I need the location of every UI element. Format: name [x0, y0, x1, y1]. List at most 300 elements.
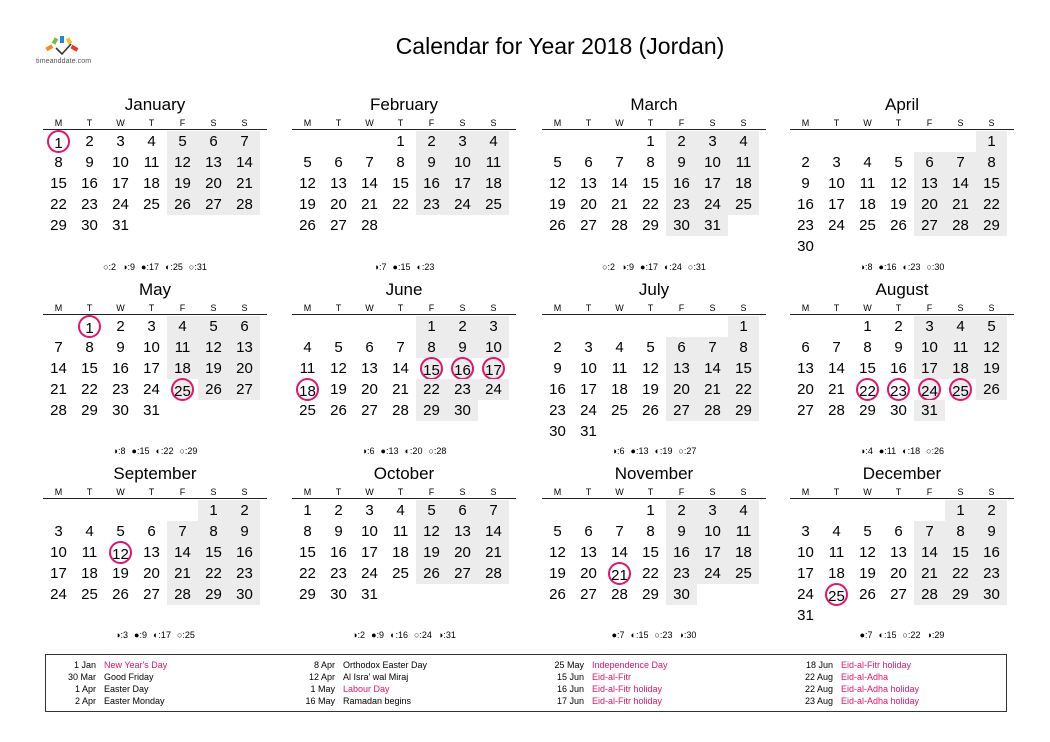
day-cell[interactable]: 27 — [361, 402, 378, 419]
day-cell[interactable]: 4 — [85, 523, 94, 540]
day-cell[interactable]: 25 — [299, 402, 316, 419]
day-cell[interactable]: 18 — [81, 565, 98, 582]
day-cell[interactable]: 25 — [728, 194, 759, 215]
day-cell[interactable]: 15 — [642, 544, 659, 561]
day-cell[interactable]: 31 — [797, 607, 814, 624]
day-cell[interactable]: 28 — [361, 217, 378, 234]
day-cell[interactable]: 20 — [361, 381, 378, 398]
day-cell[interactable]: 4 — [303, 339, 312, 356]
day-cell[interactable]: 10 — [697, 521, 728, 542]
day-cell[interactable]: 19 — [890, 196, 907, 213]
day-cell[interactable]: 19 — [976, 358, 1007, 379]
day-cell[interactable]: 22 — [642, 196, 659, 213]
day-cell[interactable]: 10 — [914, 337, 945, 358]
day-cell[interactable]: 13 — [198, 152, 229, 173]
day-cell[interactable]: 13 — [890, 544, 907, 561]
day-cell[interactable]: 3 — [697, 131, 728, 152]
day-cell[interactable]: 6 — [914, 152, 945, 173]
day-cell[interactable]: 19 — [299, 196, 316, 213]
day-cell[interactable]: 23 — [976, 563, 1007, 584]
day-cell[interactable]: 22 — [945, 563, 976, 584]
day-cell[interactable]: 9 — [334, 523, 343, 540]
day-cell[interactable]: 17 — [828, 196, 845, 213]
day-cell[interactable]: 19 — [167, 173, 198, 194]
day-cell[interactable]: 29 — [416, 400, 447, 421]
day-cell[interactable]: 4 — [147, 133, 156, 150]
day-cell[interactable]: 3 — [54, 523, 63, 540]
day-cell[interactable]: 14 — [914, 542, 945, 563]
day-cell[interactable]: 30 — [666, 584, 697, 605]
day-cell[interactable]: 30 — [81, 217, 98, 234]
day-cell[interactable]: 7 — [478, 500, 509, 521]
day-cell[interactable]: 23 — [447, 379, 478, 400]
holiday-day-cell[interactable]: 1 — [47, 130, 70, 153]
day-cell[interactable]: 5 — [553, 154, 562, 171]
day-cell[interactable]: 12 — [167, 152, 198, 173]
day-cell[interactable]: 28 — [611, 217, 628, 234]
day-cell[interactable]: 27 — [580, 217, 597, 234]
day-cell[interactable]: 25 — [81, 586, 98, 603]
day-cell[interactable]: 25 — [728, 563, 759, 584]
day-cell[interactable]: 20 — [143, 565, 160, 582]
day-cell[interactable]: 16 — [416, 173, 447, 194]
day-cell[interactable]: 30 — [229, 584, 260, 605]
day-cell[interactable]: 4 — [945, 316, 976, 337]
day-cell[interactable]: 27 — [890, 586, 907, 603]
day-cell[interactable]: 12 — [549, 175, 566, 192]
day-cell[interactable]: 14 — [945, 173, 976, 194]
day-cell[interactable]: 29 — [198, 584, 229, 605]
day-cell[interactable]: 29 — [859, 402, 876, 419]
day-cell[interactable]: 16 — [81, 175, 98, 192]
day-cell[interactable]: 28 — [50, 402, 67, 419]
day-cell[interactable]: 12 — [549, 544, 566, 561]
day-cell[interactable]: 11 — [828, 544, 845, 561]
day-cell[interactable]: 13 — [447, 521, 478, 542]
day-cell[interactable]: 31 — [914, 400, 945, 421]
day-cell[interactable]: 29 — [642, 217, 659, 234]
day-cell[interactable]: 11 — [611, 360, 628, 377]
day-cell[interactable]: 1 — [303, 502, 312, 519]
day-cell[interactable]: 5 — [863, 523, 872, 540]
day-cell[interactable]: 3 — [116, 133, 125, 150]
day-cell[interactable]: 29 — [81, 402, 98, 419]
day-cell[interactable]: 22 — [50, 196, 67, 213]
day-cell[interactable]: 2 — [116, 318, 125, 335]
day-cell[interactable]: 10 — [478, 337, 509, 358]
day-cell[interactable]: 1 — [945, 500, 976, 521]
day-cell[interactable]: 17 — [697, 173, 728, 194]
day-cell[interactable]: 8 — [976, 152, 1007, 173]
day-cell[interactable]: 2 — [85, 133, 94, 150]
day-cell[interactable]: 13 — [361, 360, 378, 377]
day-cell[interactable]: 11 — [478, 152, 509, 173]
day-cell[interactable]: 4 — [728, 500, 759, 521]
day-cell[interactable]: 10 — [50, 544, 67, 561]
day-cell[interactable]: 14 — [392, 360, 409, 377]
day-cell[interactable]: 15 — [299, 544, 316, 561]
day-cell[interactable]: 19 — [330, 381, 347, 398]
day-cell[interactable]: 13 — [143, 544, 160, 561]
day-cell[interactable]: 26 — [167, 194, 198, 215]
day-cell[interactable]: 18 — [167, 358, 198, 379]
day-cell[interactable]: 13 — [580, 544, 597, 561]
day-cell[interactable]: 23 — [666, 194, 697, 215]
day-cell[interactable]: 19 — [416, 542, 447, 563]
day-cell[interactable]: 11 — [728, 521, 759, 542]
day-cell[interactable]: 17 — [697, 542, 728, 563]
day-cell[interactable]: 13 — [580, 175, 597, 192]
day-cell[interactable]: 6 — [365, 339, 374, 356]
day-cell[interactable]: 30 — [976, 584, 1007, 605]
holiday-day-cell[interactable]: 17 — [482, 357, 505, 380]
day-cell[interactable]: 7 — [945, 152, 976, 173]
day-cell[interactable]: 2 — [666, 500, 697, 521]
day-cell[interactable]: 11 — [945, 337, 976, 358]
day-cell[interactable]: 26 — [549, 586, 566, 603]
day-cell[interactable]: 1 — [396, 133, 405, 150]
day-cell[interactable]: 13 — [666, 358, 697, 379]
day-cell[interactable]: 24 — [361, 565, 378, 582]
day-cell[interactable]: 22 — [642, 565, 659, 582]
day-cell[interactable]: 3 — [147, 318, 156, 335]
day-cell[interactable]: 6 — [666, 337, 697, 358]
day-cell[interactable]: 9 — [976, 521, 1007, 542]
day-cell[interactable]: 21 — [478, 542, 509, 563]
day-cell[interactable]: 27 — [580, 586, 597, 603]
day-cell[interactable]: 30 — [447, 400, 478, 421]
day-cell[interactable]: 3 — [697, 500, 728, 521]
day-cell[interactable]: 23 — [666, 563, 697, 584]
day-cell[interactable]: 24 — [50, 586, 67, 603]
day-cell[interactable]: 28 — [611, 586, 628, 603]
day-cell[interactable]: 30 — [890, 402, 907, 419]
day-cell[interactable]: 3 — [914, 316, 945, 337]
day-cell[interactable]: 28 — [945, 215, 976, 236]
day-cell[interactable]: 23 — [330, 565, 347, 582]
day-cell[interactable]: 6 — [447, 500, 478, 521]
day-cell[interactable]: 5 — [334, 339, 343, 356]
day-cell[interactable]: 14 — [697, 358, 728, 379]
day-cell[interactable]: 27 — [447, 563, 478, 584]
day-cell[interactable]: 22 — [299, 565, 316, 582]
day-cell[interactable]: 14 — [167, 542, 198, 563]
day-cell[interactable]: 26 — [859, 586, 876, 603]
day-cell[interactable]: 30 — [549, 423, 566, 440]
day-cell[interactable]: 19 — [859, 565, 876, 582]
day-cell[interactable]: 5 — [167, 131, 198, 152]
day-cell[interactable]: 1 — [646, 502, 655, 519]
day-cell[interactable]: 31 — [143, 402, 160, 419]
day-cell[interactable]: 21 — [361, 196, 378, 213]
day-cell[interactable]: 24 — [112, 196, 129, 213]
day-cell[interactable]: 6 — [147, 523, 156, 540]
day-cell[interactable]: 16 — [549, 381, 566, 398]
day-cell[interactable]: 14 — [611, 175, 628, 192]
day-cell[interactable]: 10 — [361, 523, 378, 540]
day-cell[interactable]: 3 — [365, 502, 374, 519]
day-cell[interactable]: 16 — [330, 544, 347, 561]
day-cell[interactable]: 8 — [646, 523, 655, 540]
day-cell[interactable]: 3 — [832, 154, 841, 171]
day-cell[interactable]: 20 — [666, 379, 697, 400]
day-cell[interactable]: 2 — [976, 500, 1007, 521]
day-cell[interactable]: 9 — [229, 521, 260, 542]
day-cell[interactable]: 27 — [229, 379, 260, 400]
day-cell[interactable]: 29 — [50, 217, 67, 234]
day-cell[interactable]: 20 — [229, 358, 260, 379]
day-cell[interactable]: 7 — [396, 339, 405, 356]
day-cell[interactable]: 4 — [615, 339, 624, 356]
day-cell[interactable]: 18 — [945, 358, 976, 379]
day-cell[interactable]: 24 — [143, 381, 160, 398]
day-cell[interactable]: 22 — [198, 563, 229, 584]
day-cell[interactable]: 5 — [976, 316, 1007, 337]
day-cell[interactable]: 27 — [666, 400, 697, 421]
day-cell[interactable]: 6 — [894, 523, 903, 540]
day-cell[interactable]: 7 — [914, 521, 945, 542]
day-cell[interactable]: 23 — [797, 217, 814, 234]
day-cell[interactable]: 16 — [797, 196, 814, 213]
day-cell[interactable]: 5 — [553, 523, 562, 540]
day-cell[interactable]: 12 — [976, 337, 1007, 358]
day-cell[interactable]: 11 — [299, 360, 316, 377]
day-cell[interactable]: 8 — [416, 337, 447, 358]
day-cell[interactable]: 15 — [945, 542, 976, 563]
day-cell[interactable]: 10 — [143, 339, 160, 356]
day-cell[interactable]: 23 — [549, 402, 566, 419]
day-cell[interactable]: 22 — [728, 379, 759, 400]
day-cell[interactable]: 20 — [580, 565, 597, 582]
day-cell[interactable]: 4 — [396, 502, 405, 519]
day-cell[interactable]: 24 — [697, 563, 728, 584]
day-cell[interactable]: 19 — [198, 358, 229, 379]
day-cell[interactable]: 19 — [549, 565, 566, 582]
day-cell[interactable]: 17 — [580, 381, 597, 398]
day-cell[interactable]: 15 — [81, 360, 98, 377]
day-cell[interactable]: 15 — [198, 542, 229, 563]
day-cell[interactable]: 9 — [894, 339, 903, 356]
day-cell[interactable]: 17 — [797, 565, 814, 582]
day-cell[interactable]: 11 — [143, 154, 160, 171]
day-cell[interactable]: 5 — [894, 154, 903, 171]
day-cell[interactable]: 30 — [797, 238, 814, 255]
day-cell[interactable]: 27 — [914, 215, 945, 236]
day-cell[interactable]: 23 — [112, 381, 129, 398]
day-cell[interactable]: 22 — [81, 381, 98, 398]
day-cell[interactable]: 13 — [330, 175, 347, 192]
holiday-day-cell[interactable]: 25 — [825, 583, 848, 606]
day-cell[interactable]: 8 — [54, 154, 63, 171]
day-cell[interactable]: 23 — [416, 194, 447, 215]
day-cell[interactable]: 6 — [229, 316, 260, 337]
day-cell[interactable]: 8 — [198, 521, 229, 542]
day-cell[interactable]: 26 — [112, 586, 129, 603]
day-cell[interactable]: 20 — [890, 565, 907, 582]
day-cell[interactable]: 9 — [801, 175, 810, 192]
day-cell[interactable]: 18 — [392, 544, 409, 561]
day-cell[interactable]: 18 — [828, 565, 845, 582]
day-cell[interactable]: 21 — [697, 379, 728, 400]
day-cell[interactable]: 2 — [801, 154, 810, 171]
day-cell[interactable]: 2 — [894, 318, 903, 335]
day-cell[interactable]: 18 — [478, 173, 509, 194]
day-cell[interactable]: 22 — [392, 196, 409, 213]
day-cell[interactable]: 19 — [642, 381, 659, 398]
day-cell[interactable]: 10 — [580, 360, 597, 377]
day-cell[interactable]: 27 — [330, 217, 347, 234]
day-cell[interactable]: 16 — [666, 542, 697, 563]
day-cell[interactable]: 17 — [914, 358, 945, 379]
day-cell[interactable]: 1 — [863, 318, 872, 335]
day-cell[interactable]: 27 — [143, 586, 160, 603]
day-cell[interactable]: 15 — [50, 175, 67, 192]
day-cell[interactable]: 21 — [914, 563, 945, 584]
day-cell[interactable]: 8 — [85, 339, 94, 356]
day-cell[interactable]: 7 — [832, 339, 841, 356]
day-cell[interactable]: 21 — [50, 381, 67, 398]
day-cell[interactable]: 2 — [416, 131, 447, 152]
day-cell[interactable]: 11 — [859, 175, 876, 192]
day-cell[interactable]: 3 — [447, 131, 478, 152]
day-cell[interactable]: 30 — [666, 215, 697, 236]
day-cell[interactable]: 27 — [797, 402, 814, 419]
day-cell[interactable]: 26 — [549, 217, 566, 234]
day-cell[interactable]: 8 — [863, 339, 872, 356]
day-cell[interactable]: 5 — [198, 316, 229, 337]
day-cell[interactable]: 2 — [666, 131, 697, 152]
day-cell[interactable]: 21 — [229, 173, 260, 194]
holiday-day-cell[interactable]: 15 — [420, 357, 443, 380]
day-cell[interactable]: 4 — [832, 523, 841, 540]
day-cell[interactable]: 20 — [914, 194, 945, 215]
day-cell[interactable]: 13 — [229, 337, 260, 358]
day-cell[interactable]: 7 — [365, 154, 374, 171]
day-cell[interactable]: 6 — [198, 131, 229, 152]
day-cell[interactable]: 30 — [112, 402, 129, 419]
day-cell[interactable]: 14 — [229, 152, 260, 173]
day-cell[interactable]: 15 — [392, 175, 409, 192]
day-cell[interactable]: 24 — [580, 402, 597, 419]
day-cell[interactable]: 16 — [890, 360, 907, 377]
day-cell[interactable]: 8 — [646, 154, 655, 171]
day-cell[interactable]: 28 — [828, 402, 845, 419]
day-cell[interactable]: 29 — [945, 584, 976, 605]
day-cell[interactable]: 16 — [112, 360, 129, 377]
day-cell[interactable]: 9 — [666, 521, 697, 542]
day-cell[interactable]: 14 — [611, 544, 628, 561]
holiday-day-cell[interactable]: 22 — [856, 378, 879, 401]
day-cell[interactable]: 21 — [167, 563, 198, 584]
day-cell[interactable]: 13 — [914, 173, 945, 194]
holiday-day-cell[interactable]: 12 — [109, 541, 132, 564]
day-cell[interactable]: 21 — [392, 381, 409, 398]
day-cell[interactable]: 5 — [416, 500, 447, 521]
day-cell[interactable]: 5 — [646, 339, 655, 356]
day-cell[interactable]: 2 — [553, 339, 562, 356]
day-cell[interactable]: 10 — [828, 175, 845, 192]
day-cell[interactable]: 24 — [697, 194, 728, 215]
day-cell[interactable]: 16 — [976, 542, 1007, 563]
day-cell[interactable]: 8 — [396, 154, 405, 171]
holiday-day-cell[interactable]: 25 — [949, 378, 972, 401]
day-cell[interactable]: 22 — [976, 194, 1007, 215]
day-cell[interactable]: 11 — [167, 337, 198, 358]
day-cell[interactable]: 7 — [697, 337, 728, 358]
day-cell[interactable]: 17 — [447, 173, 478, 194]
day-cell[interactable]: 28 — [478, 563, 509, 584]
day-cell[interactable]: 4 — [863, 154, 872, 171]
day-cell[interactable]: 12 — [198, 337, 229, 358]
day-cell[interactable]: 28 — [229, 194, 260, 215]
day-cell[interactable]: 28 — [914, 584, 945, 605]
day-cell[interactable]: 29 — [976, 215, 1007, 236]
day-cell[interactable]: 10 — [797, 544, 814, 561]
day-cell[interactable]: 1 — [728, 316, 759, 337]
day-cell[interactable]: 1 — [198, 500, 229, 521]
day-cell[interactable]: 1 — [646, 133, 655, 150]
day-cell[interactable]: 26 — [976, 379, 1007, 400]
day-cell[interactable]: 9 — [447, 337, 478, 358]
day-cell[interactable]: 9 — [553, 360, 562, 377]
day-cell[interactable]: 6 — [584, 523, 593, 540]
day-cell[interactable]: 24 — [797, 586, 814, 603]
day-cell[interactable]: 5 — [303, 154, 312, 171]
day-cell[interactable]: 20 — [797, 381, 814, 398]
day-cell[interactable]: 18 — [728, 173, 759, 194]
day-cell[interactable]: 10 — [697, 152, 728, 173]
day-cell[interactable]: 8 — [728, 337, 759, 358]
day-cell[interactable]: 29 — [299, 586, 316, 603]
day-cell[interactable]: 2 — [447, 316, 478, 337]
day-cell[interactable]: 4 — [728, 131, 759, 152]
day-cell[interactable]: 26 — [299, 217, 316, 234]
day-cell[interactable]: 26 — [890, 217, 907, 234]
holiday-day-cell[interactable]: 25 — [171, 378, 194, 401]
day-cell[interactable]: 19 — [549, 196, 566, 213]
day-cell[interactable]: 25 — [143, 196, 160, 213]
holiday-day-cell[interactable]: 16 — [451, 357, 474, 380]
holiday-day-cell[interactable]: 1 — [78, 315, 101, 338]
day-cell[interactable]: 20 — [198, 173, 229, 194]
day-cell[interactable]: 28 — [697, 400, 728, 421]
day-cell[interactable]: 7 — [229, 131, 260, 152]
day-cell[interactable]: 24 — [828, 217, 845, 234]
day-cell[interactable]: 6 — [334, 154, 343, 171]
day-cell[interactable]: 30 — [330, 586, 347, 603]
day-cell[interactable]: 7 — [615, 523, 624, 540]
day-cell[interactable]: 5 — [116, 523, 125, 540]
day-cell[interactable]: 2 — [334, 502, 343, 519]
day-cell[interactable]: 20 — [447, 542, 478, 563]
day-cell[interactable]: 12 — [416, 521, 447, 542]
day-cell[interactable]: 31 — [361, 586, 378, 603]
day-cell[interactable]: 15 — [976, 173, 1007, 194]
day-cell[interactable]: 7 — [167, 521, 198, 542]
holiday-day-cell[interactable]: 24 — [918, 378, 941, 401]
day-cell[interactable]: 20 — [330, 196, 347, 213]
day-cell[interactable]: 11 — [392, 523, 409, 540]
day-cell[interactable]: 21 — [611, 196, 628, 213]
day-cell[interactable]: 25 — [478, 194, 509, 215]
day-cell[interactable]: 11 — [728, 152, 759, 173]
holiday-day-cell[interactable]: 18 — [296, 378, 319, 401]
day-cell[interactable]: 3 — [478, 316, 509, 337]
day-cell[interactable]: 7 — [54, 339, 63, 356]
day-cell[interactable]: 10 — [112, 154, 129, 171]
day-cell[interactable]: 21 — [828, 381, 845, 398]
day-cell[interactable]: 24 — [478, 379, 509, 400]
